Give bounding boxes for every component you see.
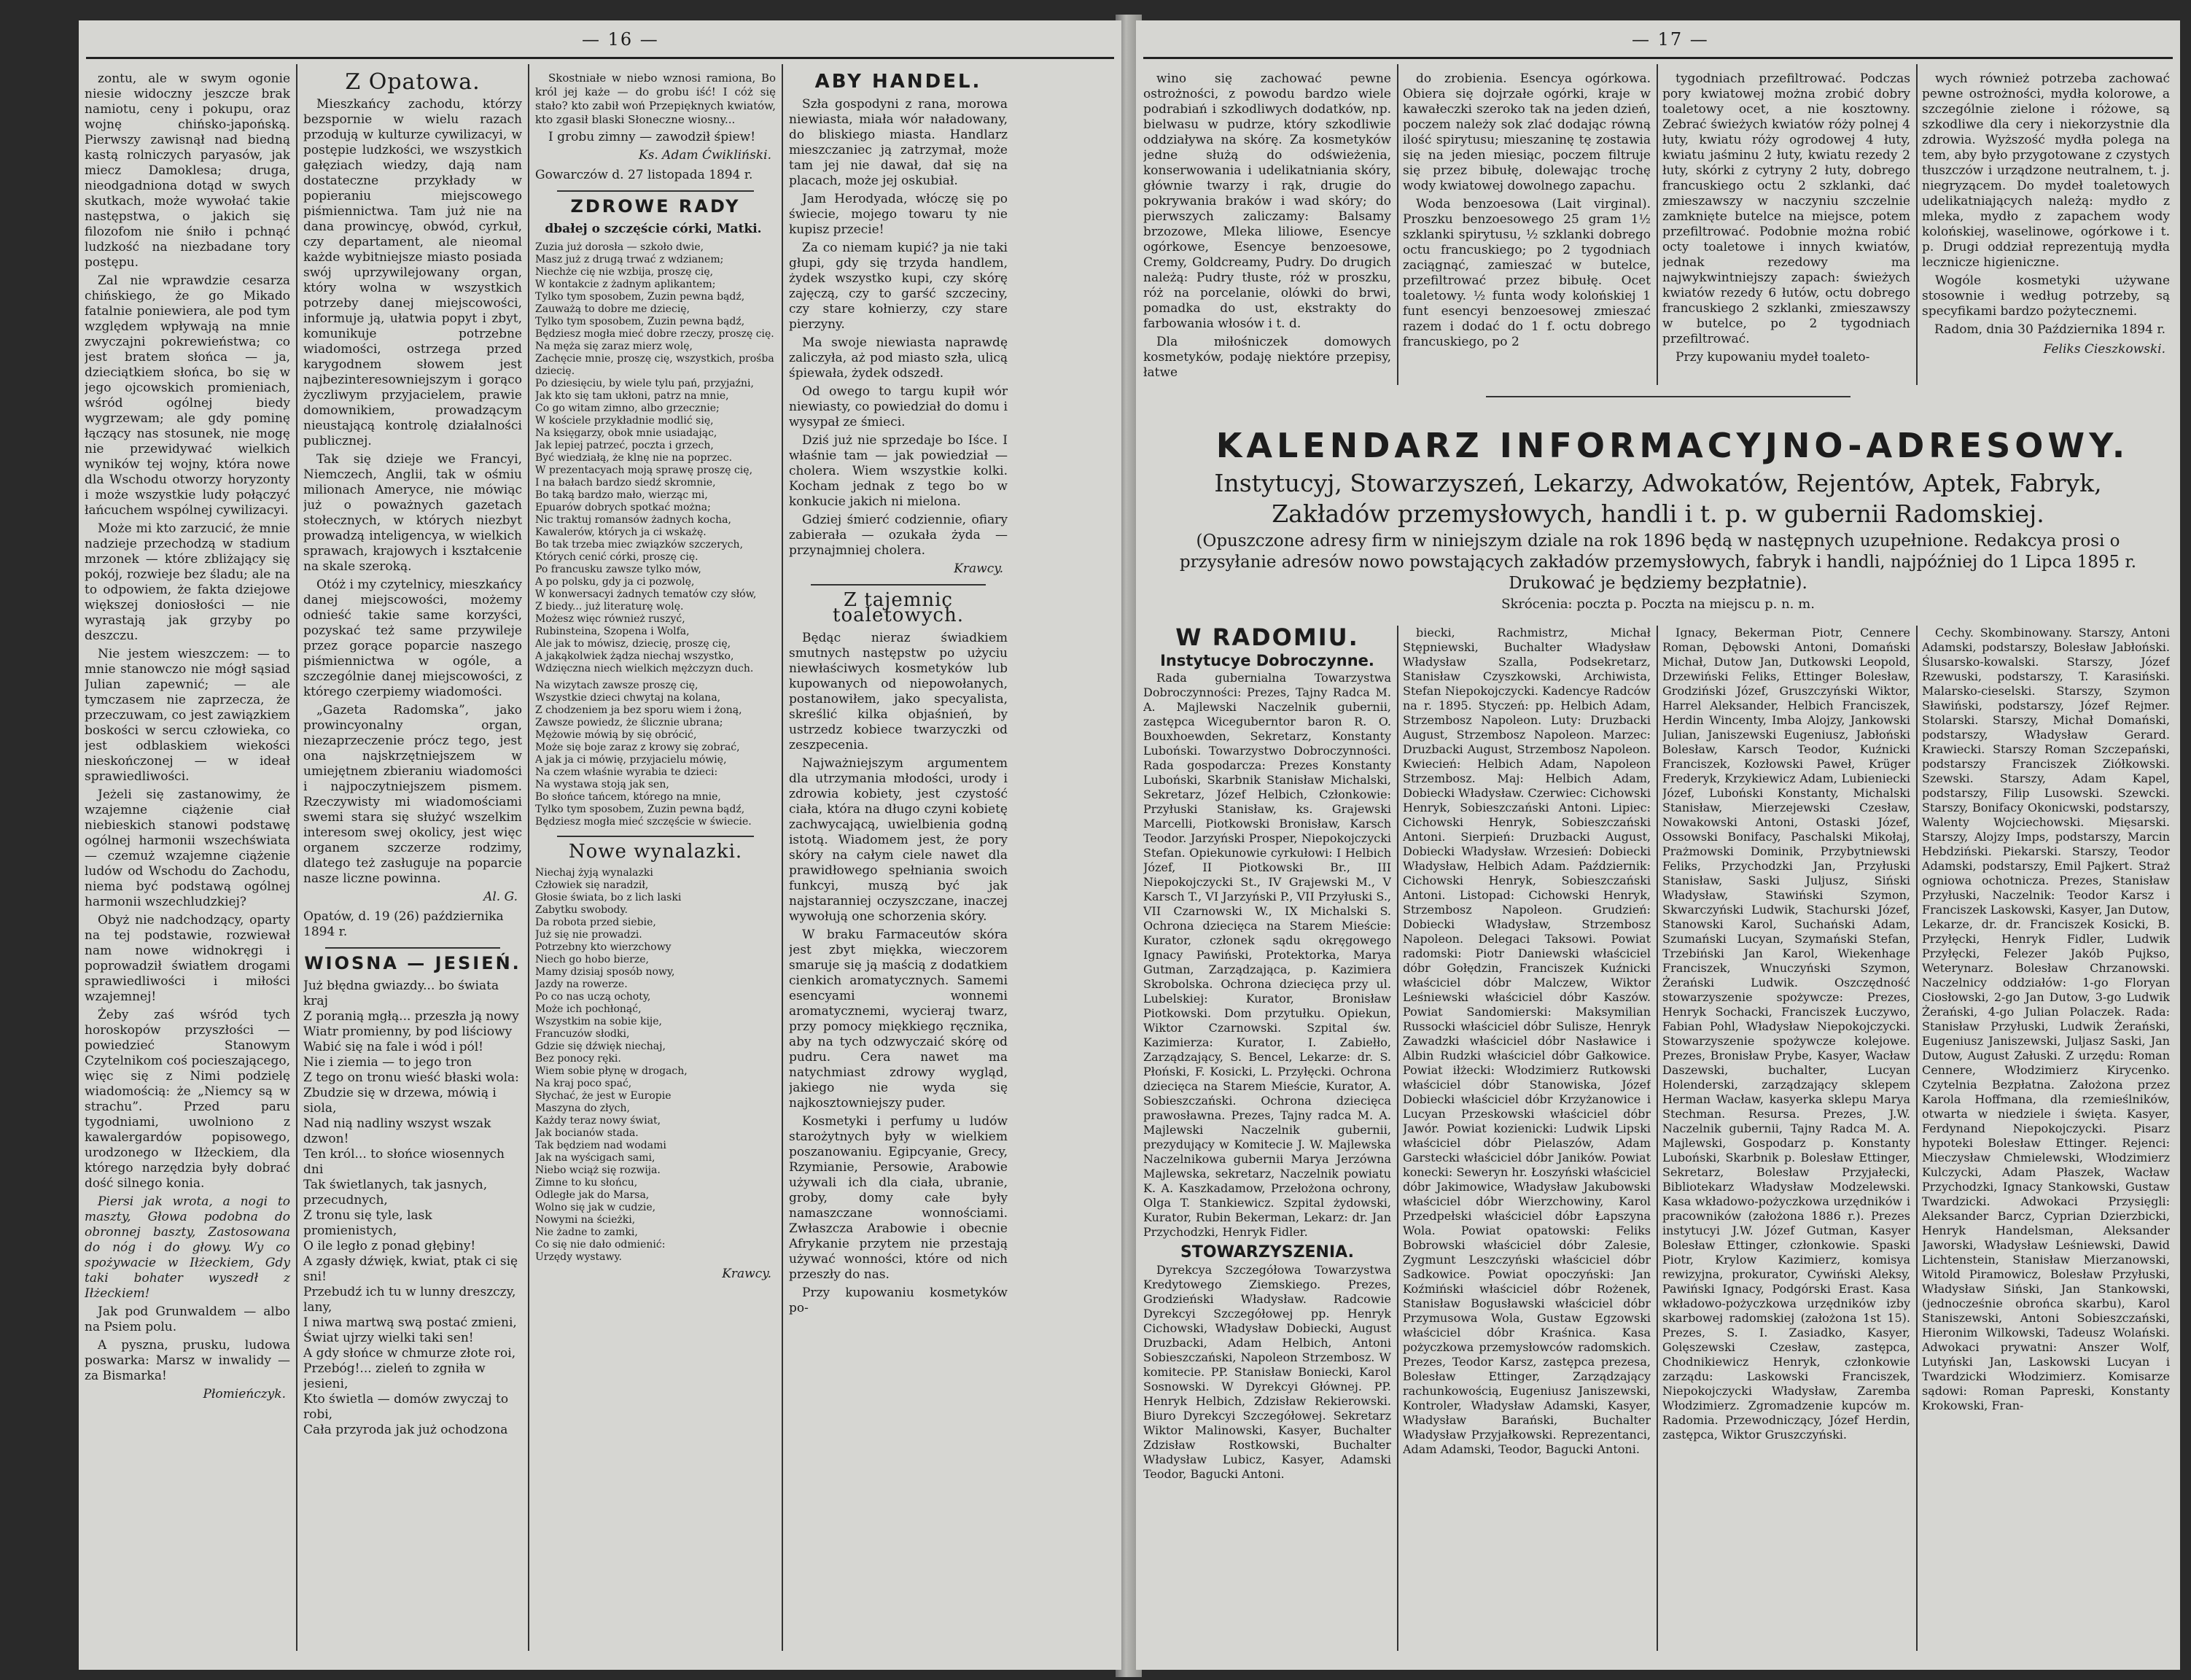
verse-line: A gdy słońce w chmurze złote roi,: [303, 1346, 516, 1361]
verse-line: Tak świetlanych, tak jasnych, przecudnych,: [303, 1178, 488, 1208]
verse: A pyszna, prusku, ludowa poswarka: Marsz w inwalidy — za Bismarka!: [85, 1338, 290, 1383]
paragraph: wych również potrzeba zachować pewne ostrożności, mydła kolorowe, a szczególnie zielone i różowe, są szkodliwe dla cery i niekorzystnie dla zdrowia. Wyższość mydła polega na tem, aby było przygotowane z czystych tłuszczów i urządzone neutralnem, t. j. niegryzącem. Do mydeł toaletowych udelikatniających należą: mydło z mleka, mydło z zapachem wody kolońskiej, waselinowe, ogórkowe i t. p. Drugi oddział reprezentują mydła lecznicze higieniczne.: [1922, 71, 2170, 270]
calendar-subtitle: Instytucyj, Stowarzyszeń, Lekarzy, Adwokatów, Rejentów, Aptek, Fabryk, Zakładów przemysłowych, handli i t. p. w gubernii Radomskiej.: [1214, 469, 2102, 528]
verse-line: Możesz więc również ruszyć,: [535, 613, 685, 625]
signature: Krawcy.: [722, 1267, 771, 1281]
paragraph: Wogóle kosmetyki używane stosownie i według potrzeby, są specyfikami bardzo pożytecznemi.: [1922, 273, 2170, 319]
verse-line: Po dziesięciu, by wiele tylu pań, przyjaźni,: [535, 378, 754, 389]
verse-line: Kawalerów, których ja ci wskażę.: [535, 526, 707, 538]
column-1: [85, 71, 290, 1648]
poem-subtitle: dbałej o szczęście córki, Matki.: [545, 222, 762, 236]
column-rule: [296, 64, 297, 1651]
paragraph: Będąc nieraz świadkiem smutnych następstw po użyciu niewłaściwych kosmetyków lub kupowanych od niepowołanych, postanowiłem, jako specyalista, skreślić kilka objaśnień, by ustrzedz kobiece twarzyczki od zeszpecenia.: [789, 631, 1008, 752]
verse-line: Na wizytach zawsze proszę cię,: [535, 680, 698, 691]
verse-line: Zabytku swobody.: [535, 904, 628, 916]
section-title: Instytucye Dobroczynne.: [1160, 652, 1374, 669]
verse-line: Jak bocianów stada.: [535, 1127, 639, 1139]
page-number: — 16 —: [582, 29, 659, 50]
poem-title: WIOSNA — JESIEŃ.: [304, 953, 521, 973]
top-rule: [1143, 57, 2173, 59]
divider: [325, 947, 500, 949]
verse-line: O ile legło z ponad głębiny!: [303, 1239, 476, 1253]
column-rule: [528, 64, 529, 1651]
verse-line: Każdy teraz nowy świat,: [535, 1115, 661, 1127]
verse-line: Niebo wciąż się rozwija.: [535, 1164, 661, 1176]
verse-line: Co się nie dało odmienić:: [535, 1239, 666, 1251]
verse-line: Może się boje zaraz z krowy się zobrać,: [535, 742, 740, 753]
article-title: Z tajemnic toaletowych.: [833, 589, 964, 626]
verse-line: Na wystawa stoją jak sen,: [535, 779, 669, 790]
signature: Krawcy.: [954, 561, 1003, 576]
verse-line: Na księgarzy, obok mnie usiadając,: [535, 427, 717, 439]
column-rule: [1657, 64, 1658, 385]
section-text: Ignacy, Bekerman Piotr, Cennere Roman, Dębowski Antoni, Domański Michał, Dutow Jan, Dutkowski Leopold, Drzewiński Feliks, Ettinger Bolesław, Grodziński Józef, Gruszczyński Wiktor, Harrel Aleksander, Helbich Franciszek, Herdin Wincenty, Imba Alojzy, Jankowski Julian, Janiszewski Eugeniusz, Jabłoński Bolesław, Karsch Teodor, Kuźnicki Franciszek, Kozłowski Paweł, Krüger Frederyk, Krzykiewicz Adam, Lubieniecki Józef, Luboński Konstanty, Michalski Stanisław, Mierzejewski Czesław, Nowakowski Antoni, Ostaski Józef, Ossowski Bonifacy, Paschalski Mikołaj, Prażmowski Dominik, Przybytniewski Feliks, Przychodzki Jan, Przyłuski Stanisław, Saski Juljusz, Siński Władysław, Stawiński Szymon, Skwarczyński Ludwik, Stachurski Józef, Stanowski Karol, Suchański Adam, Szumański Lucyan, Szymański Stefan, Trzebiński Jan Karol, Wiekenhage Franciszek, Wnuczyński Szymon, Żerański Ludwik. Oszczędność stowarzyszenie spożywcze: Prezes, Henryk Sochacki, Franciszek Łuczywo, Fabian Pohl, Władysław Niepokojczycki. Stowarzyszenie spożywcze kolejowe. Prezes, Bronisław Prybe, Kasyer, Wacław Daszewski, buchalter, Lucyan Holenderski, zarządzający sklepem Herman Wacław, kasyerka sklepu Marya Stechman. Resursa. Prezes, J.W. Naczelnik gubernii, Tajny Radca M. A. Majlewski, Gospodarz p. Konstanty Luboński, Skarbnik p. Bolesław Ettinger, Sekretarz, Bolesław Przyjałecki, Bibliotekarz Władysław Modzelewski. Kasa wkładowo-pożyczkowa urzędników i pracowników (założona 1886 r.). Prezes instytucyi J.W. Józef Gutman, Kasyer Bolesław Ettinger, członkowie. Spaski Piotr, Krylow Kazimierz, komisya rewizyjna, prokurator, Cywiński Aleksy, Pawiński Ignacy, Podgórski Erast. Kasa wkładowo-pożyczkowa urzędników izby skarbowej radomskiej (założona 1st 15). Prezes, S. I. Zasiadko, Kasyer, Golęszewski Czesław, zastępca, Chodnikiewicz Henryk, członkowie zarządu: Laskowski Franciszek, Niepokojczycki Władysław, Zaremba Włodzimierz. Zgromadzenie kupców m. Radomia. Przewodniczący, Józef Herdin, zastępca, Wiktor Gruszczyński.: [1662, 626, 1910, 1442]
section-text: Dyrekcya Szczegółowa Towarzystwa Kredytowego Ziemskiego. Prezes, Grodzieński Władysław. Radcowie Dyrekcyi Szczegółowej pp. Henryk Cichowski, Władysław Dobiecki, August Druzbacki, Adam Helbich, Antoni Sobieszczański, Napoleon Strzembosz. W komitecie. PP. Stanisław Boniecki, Karol Sosnowski. W Dyrekcyi Głównej. PP. Henryk Helbich, Zdzisław Rekierowski. Biuro Dyrekcyi Szczegółowej. Sekretarz Wiktor Malinowski, Kasyer, Buchalter Zdzisław Rostkowski, Buchalter Władysław Lubicz, Kasyer, Adamski Teodor, Bagucki Antoni.: [1143, 1263, 1391, 1481]
verse-line: Bo tak trzeba miec związków szczerych,: [535, 539, 744, 551]
verse-line: Zimne to ku słońcu,: [535, 1177, 638, 1189]
top-rule: [86, 57, 1114, 59]
verse-line: Mężowie mówią by się obrócić,: [535, 729, 697, 741]
verse-line: Już się nie prowadzi.: [535, 929, 642, 941]
verse-line: A zgasły dźwięk, kwiat, ptak ci się sni!: [303, 1254, 518, 1284]
verse-line: Zachęcie mnie, proszę cię, wszystkich, prośba dziecię.: [535, 353, 774, 377]
column-4: [1922, 71, 2170, 392]
verse-line: Epuarów dobrych spotkać można;: [535, 502, 711, 513]
column-1: [1143, 71, 1391, 392]
verse-line: Cała przyroda jak już ochodzona: [303, 1423, 508, 1437]
page-16: [79, 20, 1121, 1670]
paragraph: Może mi kto zarzucić, że mnie nadzieje przechodzą w stadium mrzonek — które zbliżający się pokój, rozwieje bez śladu; ale na to odpowiem, że fakta dziejowe większej doniosłości — nie wyrastają jak grzyby po deszczu.: [85, 521, 290, 643]
verse-line: Tylko tym sposobem, Zuzin pewna bądź,: [535, 316, 745, 327]
signature: Al. G.: [483, 890, 518, 904]
paragraph: Nie jestem wieszczem: — to mnie stanowczo nie mógł sąsiad Julian zapewnić; — ale tymczasem nie zaprzecza, że przeczuwam, co jest zawiązkiem boskości w sercu człowieka, co jest odblaskiem wiekości nieskończonej — w ideał sprawiedliwości.: [85, 647, 290, 784]
verse-line: Bo słońce tańcem, którego na mnie,: [535, 791, 721, 803]
directory-column-4: [1922, 626, 2170, 1648]
dateline: Radom, dnia 30 Października 1894 r.: [1934, 322, 2165, 337]
verse: I grobu zimny — zawodził śpiew!: [548, 130, 756, 144]
paragraph: Od owego to targu kupił wór niewiasty, co powiedział do domu i wysypał ze śmieci.: [789, 384, 1008, 429]
verse-line: Wdzięczna niech wielkich mężczyzn duch.: [535, 663, 754, 674]
column-rule: [1916, 64, 1918, 385]
verse-line: Wabić się na fale i wód i pól!: [303, 1040, 483, 1054]
column-rule: [1916, 626, 1918, 1651]
verse-line: Z tego on tronu wieść błaski wola:: [303, 1070, 519, 1085]
verse-line: Z tronu się tyle, lask promienistych,: [303, 1208, 432, 1238]
dateline: Gowarczów d. 27 listopada 1894 r.: [535, 168, 753, 182]
verse-line: W kontakcie z żadnym aplikantem;: [535, 279, 716, 290]
article-title: ABY HANDEL.: [814, 71, 982, 93]
paragraph: Zal nie wprawdzie cesarza chińskiego, że go Mikado fatalnie poniewiera, ale pod tym względem wpływają na mnie zwyczajni pokrewieństwa; co jest bratem słońca — ja, dzieciątkiem słońca, bo się w jego ojcowskich promieniach, wśród ogólnej biedy wygrzewam; ale gdy pominę łączący nas stosunek, nie mogę nie przewidywać wielkich wyników tej wojny, która nowe dla Wschodu otworzy horyzonty i może wszystkie ludy połączyć łańcuchem wspólnej cywilizacyi.: [85, 273, 290, 518]
directory-column-2: [1403, 626, 1651, 1648]
verse-line: Urzędy wystawy.: [535, 1251, 623, 1263]
verse-line: Niech go hobo bierze,: [535, 954, 649, 965]
verse-line: Na męża się zaraz mierz wolę,: [535, 341, 693, 352]
verse-line: Przebudź ich tu w lunny dreszczy, lany,: [303, 1285, 516, 1315]
verse-line: Wiem sobie płynę w drogach,: [535, 1065, 688, 1077]
verse-line: Francuzów słodki,: [535, 1028, 630, 1040]
verse-line: Niechaj żyją wynalazki: [535, 867, 653, 879]
paragraph: Dziś już nie sprzedaje bo Iśce. I właśnie tam — jak powiedział — cholera. Wiem wszystkie kolki. Kocham jednak z tego bo w konkucie jakich ni mielona.: [789, 433, 1008, 509]
verse-line: Masz już z drugą trwać z wdzianem;: [535, 254, 724, 265]
paragraph: Ma swoje niewiasta naprawdę zaliczyła, aż pod miasto szła, ulicą śpiewała, żydek odszedł.: [789, 335, 1008, 381]
divider: [811, 584, 986, 586]
paragraph: Skostniałe w niebo wznosi ramiona, Bo król jej każe — do grobu iść! I cóż się stało? kto zabił woń Przepięknych kwiatów, kto zgasił blaski Słoneczne wiosny...: [535, 71, 776, 126]
verse-line: Na kraj poco spać,: [535, 1078, 632, 1089]
verse-line: Wszystkim na sobie kije,: [535, 1016, 662, 1027]
verse-line: Nic traktuj romansów żadnych kocha,: [535, 514, 731, 526]
verse: Jak pod Grunwaldem — albo na Psiem polu.: [85, 1304, 290, 1334]
verse-line: W konwersacyi żadnych tematów czy słów,: [535, 588, 757, 600]
verse-line: Świat ujrzy wielki taki sen!: [303, 1331, 474, 1345]
verse-line: I niwa martwą swą postać zmieni,: [303, 1315, 517, 1330]
article-title: Z Opatowa.: [345, 71, 480, 95]
verse: Piersi jak wrota, a nogi to maszty, Głowa podobna do obronnej baszty, Zastosowana do nóg i do głowy. Wy co spożywacie w Iłżeckiem, Gdy taki bohater wyszedł z Iłżeckiem!: [85, 1194, 290, 1301]
signature: Płomieńczyk.: [203, 1387, 286, 1401]
calendar-title: KALENDARZ INFORMACYJNO-ADRESOWY.: [1215, 426, 2130, 465]
verse-line: Zbudzie się w drzewa, mówią i siola,: [303, 1086, 497, 1116]
poem-title: ZDROWE RADY: [570, 196, 741, 217]
verse-line: Może ich pochłonąć,: [535, 1003, 642, 1015]
directory-column-1: [1143, 626, 1391, 1648]
verse-line: Z biedy... już literaturę wolę.: [535, 601, 684, 612]
city-heading: W RADOMIU.: [1175, 626, 1359, 651]
paragraph: Kosmetyki i perfumy u ludów starożytnych były w wielkiem poszanowaniu. Egipcyanie, Grecy, Rzymianie, Persowie, Arabowie używali ich dla ciała, ubranie, groby, domy całe były namaszczane wonnościami. Zwłaszcza Arabowie i obecnie Afrykanie przytem nie przestają używać wonności, które od nich przeszły do nas.: [789, 1114, 1008, 1282]
verse-line: Będziesz mogła mieć dobre rzeczy, proszę cię.: [535, 328, 774, 340]
verse-line: Będziesz mogła mieć szczęście w świecie.: [535, 816, 752, 828]
verse-line: Przebóg!... zieleń to zgniła w jesieni,: [303, 1361, 486, 1391]
paragraph: Przy kupowaniu mydeł toaleto-: [1676, 350, 1870, 365]
verse-line: Jak kto się tam ukłoni, patrz na mnie,: [535, 390, 729, 402]
signature: Feliks Cieszkowski.: [2043, 342, 2165, 357]
verse-line: Których cenić córki, proszę cię.: [535, 551, 698, 563]
column-2: [1403, 71, 1651, 392]
paragraph: „Gazeta Radomska”, jako prowincyonalny organ, niezaprzeczenie prócz tego, jest ona najskrzętniejszem w umiejętnem zbieraniu wiadomości i najpoczytniejszem pismem. Rzeczywisty mi wiadomościami swemi stara się służyć wszelkim interesom swej okolicy, jest więc organem szczerze rodzimy, dlatego też zasługuje na poparcie nasze liczne powinna.: [303, 703, 522, 886]
verse-line: Potrzebny kto wierzchowy: [535, 941, 672, 953]
verse-line: Tylko tym sposobem, Zuzin pewna bądź,: [535, 291, 745, 303]
verse-line: Z poranią mgłą... przeszła ją nowy: [303, 1009, 519, 1024]
paragraph: W braku Farmaceutów skóra jest zbyt miękka, wieczorem smaruje się ją maścią z dodatkiem cienkich aromatycznych. Samemi esencyami wonnemi aromatycznemi, wycieraj twarz, przy pomocy miękkiego ręcznika, aby na tych odzwyczaić skórę od pudru. Cera nawet ma natychmiast zdrowy wygląd, jakiego nie wyda się najkosztowniejszy puder.: [789, 928, 1008, 1111]
section-text: biecki, Rachmistrz, Michał Stępniewski, Buchalter Władysław Władysław Szalla, Podsekretarz, Stanisław Czyszkowski, Archiwista, Stefan Niepokojczycki. Kadencye Radców na r. 1895. Styczeń: pp. Helbich Adam, Strzembosz Napoleon. Luty: Druzbacki August, Strzembosz Napoleon. Marzec: Druzbacki August, Strzembosz Napoleon. Kwiecień: Helbich Adam, Napoleon Strzembosz. Maj: Helbich Adam, Dobiecki Władysław. Czerwiec: Cichowski Henryk, Sobieszczański Antoni. Lipiec: Cichowski Henryk, Sobieszczański Antoni. Sierpień: Druzbacki August, Dobiecki Władysław. Wrzesień: Dobiecki Władysław, Helbich Adam. Październik: Cichowski Henryk, Sobieszczański Antoni. Listopad: Cichowski Henryk, Strzembosz Napoleon. Grudzień: Dobiecki Władysław, Strzembosz Napoleon. Delegaci Taksowi. Powiat radomski: Piotr Daniewski właściciel dóbr Gołędzin, Franciszek Kuźnicki właściciel dóbr Malczew, Wiktor Leśniewski właściciel dóbr Kaszów. Powiat Sandomierski: Maksymilian Russocki właściciel dóbr Sulisze, Henryk Zawadzki właściciel dóbr Nasławice i Albin Rudzki właściciel dóbr Gałkowice. Powiat iłżecki: Włodzimierz Rutkowski właściciel dóbr Stanowiska, Józef Dobiecki właściciel dóbr Krzyżanowice i Lucyan Przeskowski właściciel dóbr Jawór. Powiat kozienicki: Ludwik Lipski właściciel dóbr Pielaszów, Adam Garstecki właściciel dóbr Janików. Powiat konecki: Seweryn hr. Łoszyński właściciel dóbr Jakimowice, Władysław Jakubowski właściciel dóbr Wierzchowiny, Karol Przedpełski właściciel dóbr Łapszyna Wola. Powiat opatowski: Feliks Bobrowski właściciel dóbr Zalesie, Zygmunt Leszczyński właściciel dóbr Sadkowice. Powiat opoczyński: Jan Koźmiński właściciel dóbr Rożenek, Stanisław Bogusławski właściciel dóbr Przymusowa Wola, Gustaw Egzowski właściciel dóbr Kraśnica. Kasa pożyczkowa przemysłowców radomskich. Prezes, Teodor Karsz, zastępca prezesa, Bolesław Ettinger, Zarządzający rachunkowością, Eugeniusz Janiszewski, Kontroler, Władysław Adamski, Kasyer, Władysław Barański, Buchalter Władysław Przyjałkowski. Reprezentanci, Adam Adamski, Teodor, Bagucki Antoni.: [1403, 626, 1651, 1456]
verse-line: Głosie świata, bo z lich laski: [535, 892, 682, 903]
verse-line: Zawsze powiedz, że ślicznie ubrana;: [535, 717, 723, 728]
paragraph: Otóż i my czytelnicy, mieszkańcy danej miejscowości, możemy odnieść takie same korzyści, pozyskać też same przywileje przez gorące poparcie naszego piśmiennictwa w ogóle, a szczególnie danej miejscowości, z którego czerpiemy wiadomości.: [303, 578, 522, 699]
section-text: Rada gubernialna Towarzystwa Dobroczynności: Prezes, Tajny Radca M. A. Majlewski Naczelnik gubernii, zastępca Wiceguberntor baron R. O. Bouxhoewden, Sekretarz, Konstanty Luboński. Towarzystwo Dobroczynności. Rada gospodarcza: Prezes Konstanty Luboński, Skarbnik Stanisław Michalski, Sekretarz, Józef Helbich, Członkowie: Przyłuski Stanisław, ks. Grajewski Marcelli, Piotkowski Bronisław, Karsch Teodor. Jarzyński Prosper, Niepokojczycki Stefan. Opiekunowie cyrkułowi: I Helbich Józef, II Piotkowski Br., III Niepokojczycki St., IV Grajewski M., V Karsch T., VI Jarzyński P., VII Przyłuski S., VII Czarnowski W., IX Michalski S. Ochrona dziecięca na Starem Mieście: Kurator, członek sądu okręgowego Ignacy Pawiński, Protektorka, Marya Gutman, Zarządzająca, p. Kazimiera Skrobolska. Ochrona dziecięca przy ul. Lubelskiej: Kurator, Bronisław Piotkowski. Dom przytułku. Opiekun, Wiktor Czarnowski. Szpital św. Kazimierza: Kurator, I. Zabiełło, Zarządzający, S. Bencel, Lekarze: dr. S. Płoński, F. Kosicki, L. Przyłęcki. Ochrona dziecięca na Starem Mieście, Kurator, A. Sobieszczański. Ochrona dziecięca prawosławna. Prezes, Tajny radca M. A. Majlewski Naczelnik gubernii, prezydujący w Komitecie J. W. Majlewska Naczelnikowa gubernii Marya Jerzówna Majlewska, sekretarz, Naczelnik powiatu K. A. Kaszkadamow, Przełożona ochrony, Olga T. Stankiewicz. Szpital żydowski, Kurator, Rubin Bekerman, Lekarz: dr. Jan Przychodzki, Henryk Fidler.: [1143, 671, 1391, 1239]
verse-line: Jak lepiej patrzeć, poczta i grzech,: [535, 440, 714, 451]
verse-line: Bo taką bardzo mało, wierząc mi,: [535, 489, 708, 501]
section-title: STOWARZYSZENIA.: [1180, 1243, 1354, 1261]
page-number: — 17 —: [1632, 29, 1709, 50]
paragraph: tygodniach przefiltrować. Podczas pory kwiatowej można zrobić dobry toaletowy ocet, a nie kosztowny. Zebrać świeżych kwiatów róży polnej 4 łuty, kwiatu róży ogrodowej 4 łuty, kwiatu jaśminu 2 łuty, kwiatu rezedy 2 łuty, skórki z cytryny 2 łuty, dobrego francuskiego octu 2 szklanki, dać zmieszawszy w naczyniu szczelnie zamknięte butelce na miejsce, potem przefiltrować. Podobnie można robić octy toaletowe i innych kwiatów, jednak rezedowy ma najwykwintniejszy zapach: świeżych kwiatów rezedy 6 łutów, octu dobrego francuskiego 2 szklanki, zmieszawszy w butelce, po 2 tygodniach przefiltrować.: [1662, 71, 1910, 346]
poem: [535, 867, 776, 1264]
paragraph: Mieszkańcy zachodu, którzy bezspornie w wielu razach przodują w kulturze cywilizacyi, w postępie ludzkości, we wszystkich gałęziach wiedzy, dają nam dostateczne przykłady w popieraniu miejscowego piśmiennictwa. Tam już nie na dana prowincyę, obwód, cyrkuł, czy departament, ale nieomal każde wybitniejsze miasto posiada swój uprzywilejowany organ, który wolna w wszystkich potrzeby danej miejscowości, informuje ją, ułatwia popyt i zbyt, komunikuje potrzebne wiadomości, ostrzega przed karygodnem słowem jest najbezinteresowniejszym i gorąco życzliwym przyjacielem, prawie domownikiem, prowadzącym nieustającą kontrolę działalności publicznej.: [303, 97, 522, 448]
poem: [535, 241, 776, 828]
paragraph: Szła gospodyni z rana, morowa niewiasta, miała wór naładowany, do bliskiego miasta. Handlarz mieszczaniec ją zatrzymał, może tam jej nie dawał, dał się na placach, może jej oskubiał.: [789, 97, 1008, 188]
verse-line: W kościele przykładnie modlić się,: [535, 415, 714, 427]
verse-line: Co go witam zimno, albo grzecznie;: [535, 402, 720, 414]
directory-column-3: [1662, 626, 1910, 1648]
verse-line: Zauważą to dobre me dziecię,: [535, 303, 690, 315]
signature: Ks. Adam Ćwikliński.: [638, 148, 771, 163]
verse-line: Człowiek się naradził,: [535, 879, 649, 891]
paragraph: Najważniejszym argumentem dla utrzymania młodości, urody i zdrowia kobiety, jest czystość ciała, która na długo czyni kobietę zachwycającą, uwielbienia godną istotą. Wiadomem jest, że pory skóry na całym ciele nawet dla prawidłowego spełniania swoich funkcyi, muszą być jak najstaranniej oczyszczane, inaczej wywołują one schorzenia skóry.: [789, 756, 1008, 924]
verse-line: Wiatr promienny, by pod liściowy: [303, 1024, 513, 1039]
verse-line: Być wiedziałą, że klnę nie na poprzec.: [535, 452, 733, 464]
verse-line: Da robota przed siebie,: [535, 917, 656, 928]
paragraph: zontu, ale w swym ogonie niesie widoczny jeszcze brak namiotu, ceny i pokupu, oraz wojnę chińsko-japońską. Pierwszy zawisnął nad biedną kastą rolniczych paryasów, jak miecz Damoklesa; druga, nieodgadniona dotąd w swych skutkach, może wywołać takie następstwa, o jakich się filozofom nie śniło i pchnąć ludzkość na niezbadane tory postępu.: [85, 71, 290, 270]
paragraph: Przy kupowaniu kosmetyków po-: [789, 1286, 1008, 1315]
verse-line: A jakąkolwiek żądza niechaj wszystko,: [535, 650, 734, 662]
paragraph: Jam Herodyada, włóczę się po świecie, mojego towaru ty nie kupisz przecie!: [789, 192, 1008, 237]
dateline: Opatów, d. 19 (26) października 1894 r.: [303, 909, 504, 939]
verse-line: Ten król... to słońce wiosennych dni: [303, 1147, 505, 1177]
calendar-abbreviations: Skrócenia: poczta p. Poczta na miejscu p. n. m.: [1501, 596, 1815, 612]
verse-line: Na czem właśnie wyrabia te dzieci:: [535, 766, 718, 778]
verse-line: Jak na wyścigach sami,: [535, 1152, 655, 1164]
verse-line: A jak ja ci mówię, przyjacielu mówię,: [535, 754, 727, 766]
verse-line: Zuzia już dorosła — szkoło dwie,: [535, 241, 704, 253]
paragraph: wino się zachować pewne ostrożności, z powodu bardzo wiele podrabiań i szkodliwych dodatków, np. bielwasu w pudrze, który szkodliwie oddziaływa na skórę. Za kosmetyków jedne służą do odświeżenia, konserwowania i udelikatniania skóry, głównie twarzy i rąk, drugie do pokrywania braków i wad skóry; do pierwszych zaliczamy: Balsamy brzozowe, Mleka liliowe, Esencye ogórkowe, Esencye benzoesowe, Cremy, Goldcreamy, Pudry. Do drugich należą: Pudry tłuste, róż w proszku, róż na porcelanie, olówki do brwi, pomadka do ust, ekstrakty do farbowania włosów i t. d.: [1143, 71, 1391, 331]
verse-line: I na bałach bardzo siedź skromnie,: [535, 477, 716, 489]
calendar-note: (Opuszczone adresy firm w niniejszym dziale na rok 1896 będą w następnych uzupełnione. Redakcya prosi o przysyłanie adresów nowo powstających zakładów przemysłowych, fabryk i handli, najpóźniej do 1 Lipca 1895 r. Drukować je będziemy bezpłatnie).: [1179, 532, 2137, 593]
verse-line: Jazdy na rowerze.: [535, 979, 628, 990]
paragraph: do zrobienia. Esencya ogórkowa. Obiera się dojrzałe ogórki, kraje w kawałeczki szeroko tak na jeden dzień, poczem należy sok zlać dodając równą ilość spirytusu; mieszaninę tę zostawia się na jeden miesiąc, poczem filtruje się przez bibułę, dolewając trochę wody kwiatowej dowolnego zapachu.: [1403, 71, 1651, 193]
column-3: [1662, 71, 1910, 392]
verse-line: Gdzie się dźwięk niechaj,: [535, 1041, 666, 1052]
verse-line: Rubinsteina, Szopena i Wolfa,: [535, 626, 690, 637]
verse-line: Wszystkie dzieci chwytaj na kolana,: [535, 692, 721, 704]
verse-line: Niechże cię nie wzbija, proszę cię,: [535, 266, 714, 278]
verse-line: Po francusku zawsze tylko mów,: [535, 564, 701, 575]
column-rule: [1657, 626, 1658, 1651]
verse-line: Po co nas uczą ochoty,: [535, 991, 651, 1003]
verse-line: W prezentacyach moją sprawę proszę cię,: [535, 464, 753, 476]
verse-line: Z chodzeniem ja bez sporu wiem i żoną,: [535, 704, 742, 716]
column-2: [303, 71, 522, 1648]
verse-line: A po polsku, gdy ja ci pozwolę,: [535, 576, 695, 588]
verse-line: Już błędna gwiazdy... bo świata kraj: [303, 979, 499, 1008]
paragraph: Za co niemam kupić? ja nie taki głupi, gdy się trzyda handlem, żydek wszystko kupi, czy skórę zajęczą, czy to garść szczeciny, czy stare kołnierzy, czy stare pierzyny.: [789, 241, 1008, 332]
paragraph: Obyż nie nadchodzący, oparty na tej podstawie, rozwiewał nam nowe widnokręgi i poprowadził światłem drogami sprawiedliwości i miłości wzajemnej!: [85, 913, 290, 1004]
divider: [557, 190, 754, 192]
verse-line: Tak będziem nad wodami: [535, 1140, 666, 1151]
verse-line: Maszyna do złych,: [535, 1102, 630, 1114]
verse-line: Nad nią nadliny wszyst wszak dzwon!: [303, 1116, 491, 1146]
column-4: [789, 71, 1008, 1648]
column-3: [535, 71, 776, 1648]
verse-line: Ale jak to mówisz, dziecię, proszę cię,: [535, 638, 731, 650]
column-rule: [1397, 626, 1398, 1651]
verse-line: Nie i ziemia — to jego tron: [303, 1055, 472, 1070]
paragraph: Tak się dzieje we Francyi, Niemczech, Anglii, tak w ośmiu milionach Ameryce, nie mówiąc już o poważnych gazetach stołecznych, w których niezbyt prowadzą inteligencya, w wielkich sprawach, krajowych i kształcenie na skale szeroką.: [303, 452, 522, 574]
verse-line: Bez ponocy ręki.: [535, 1053, 621, 1065]
article-title: Nowe wynalazki.: [568, 841, 743, 863]
verse-line: Wolno się jak w cudzie,: [535, 1202, 656, 1213]
verse-line: Nowymi na ścieżki,: [535, 1214, 636, 1226]
section-text: Cechy. Skombinowany. Starszy, Antoni Adamski, podstarszy, Bolesław Jabłoński. Ślusarsko-kowalski. Starszy, Józef Rzewuski, podstarszy, T. Karasiński. Malarsko-cieselski. Starszy, Szymon Sławiński, podstarszy, Józef Rejmer. Stolarski. Starszy, Michał Domański, podstarszy, Władysław Gerard. Krawiecki. Starszy Roman Szczepański, podstarszy Franciszek Ziółkowski. Szewski. Starszy, Adam Kapel, podstarszy, Filip Lusowski. Szewcki. Starszy, Bonifacy Okonicwski, podstarszy, Walenty Wojciechowski. Mięsarski. Starszy, Alojzy Imps, podstarszy, Marcin Hebdziński. Piekarski. Starszy, Teodor Adamski, podstarszy, Emil Pajkert. Straż ogniowa ochotnicza. Prezes, Stanisław Przyłuski, Naczelnik: Teodor Karsz i Franciszek Laskowski, Kasyer, Jan Dutow, Lekarze, dr. dr. Franciszek Kosicki, B. Przyłęcki, Henryk Fidler, Ludwik Przyłęcki, Felezer Jakób Pujkso, Weterynarz. Bolesław Chrzanowski. Naczelnicy oddziałów: 1-go Floryan Ciosłowski, 2-go Jan Dutow, 3-go Ludwik Żerański, 4-go Julian Polaczek. Rada: Stanisław Przyłuski, Ludwik Żerański, Eugeniusz Janiszewski, Juljasz Saski, Jan Dutow, August Załuski. Z urzędu: Roman Cennere, Włodzimierz Kirycenko. Czytelnia Bezpłatna. Założona przez Karola Hoffmana, dla rzemieślników, otwarta w niedziele i święta. Kasyer, Ferdynand Niepokojczycki. Pisarz hypoteki Bolesław Ettinger. Rejenci: Mieczysław Chmielewski, Włodzimierz Kulczycki, Adam Płaszek, Wacław Przychodzki, Ignacy Stankowski, Gustaw Twardzicki. Adwokaci Przysięgli: Aleksander Barcz, Cyprian Dzierzbicki, Henryk Handelsman, Aleksander Jaworski, Władysław Leśniewski, Dawid Lichtenstein, Stanisław Mierzanowski, Witold Piramowicz, Bolesław Przyłuski, Władysław Siński, Jan Stankowski, (jednocześnie obrońca skarbu), Karol Staniszewski, Antoni Sobieszczański, Hieronim Wilkowski, Tadeusz Wolański. Adwokaci prywatni: Anszer Wolf, Lutyński Jan, Laskowski Lucyan i Twardzicki Włodzimierz. Komisarze sądowi: Roman Papreski, Konstanty Krokowski, Fran-: [1922, 626, 2170, 1412]
paragraph: Żeby zaś wśród tych horoskopów przyszłości — powiedzieć Stanowym Czytelnikom coś pocieszającego, więc się z Nimi podzielę wiadomością: że „Niemcy są w strachu”. Przed paru tygodniami, uwolniono z kawalergardów popisowego, urodzonego w Iłżeckiem, dla którego narzędzia były dobrać dość silnego konia.: [85, 1008, 290, 1191]
page-17: [1136, 20, 2180, 1670]
verse-line: Odległe jak do Marsa,: [535, 1189, 650, 1201]
verse-line: Mamy dzisiaj sposób nowy,: [535, 966, 675, 978]
paragraph: Dla miłośniczek domowych kosmetyków, podaję niektóre przepisy, łatwe: [1143, 335, 1391, 380]
column-rule: [782, 64, 783, 1651]
verse-line: Słychać, że jest w Europie: [535, 1090, 672, 1102]
verse-line: Kto świetla — domów zwyczaj to robi,: [303, 1392, 509, 1422]
ornament-rule: [1486, 396, 1851, 397]
divider: [557, 836, 754, 837]
paragraph: Gdziej śmierć codziennie, ofiary zabierała — ozukała żyda — przynajmniej cholera.: [789, 513, 1008, 558]
column-rule: [1397, 64, 1398, 385]
paragraph: Woda benzoesowa (Lait virginal). Proszku benzoesowego 25 gram 1½ szklanki spirytusu, ½ szklanki dobrego octu francuskiego; po 2 tygodniach zaciągnąć, zamieszać w butelce, przefiltrować przez bibułę. Ocet toaletowy. ½ funta wody kolońskiej 1 funt esencyi benzoesowej zmieszać razem i dodać do 1 f. octu dobrego francuskiego, po 2: [1403, 197, 1651, 349]
poem: [303, 979, 522, 1438]
verse-line: Nie żadne to zamki,: [535, 1226, 638, 1238]
verse-line: Tylko tym sposobem, Zuzin pewna bądź,: [535, 804, 745, 815]
paragraph: Jeżeli się zastanowimy, że wzajemne ciążenie ciał niebieskich stanowi podstawę ogólnej harmonii wszechświata — czemuż wzajemne ciążenie ludów od Wschodu do Zachodu, niema być podstawą ogólnej harmonii wszechludzkiej?: [85, 788, 290, 909]
